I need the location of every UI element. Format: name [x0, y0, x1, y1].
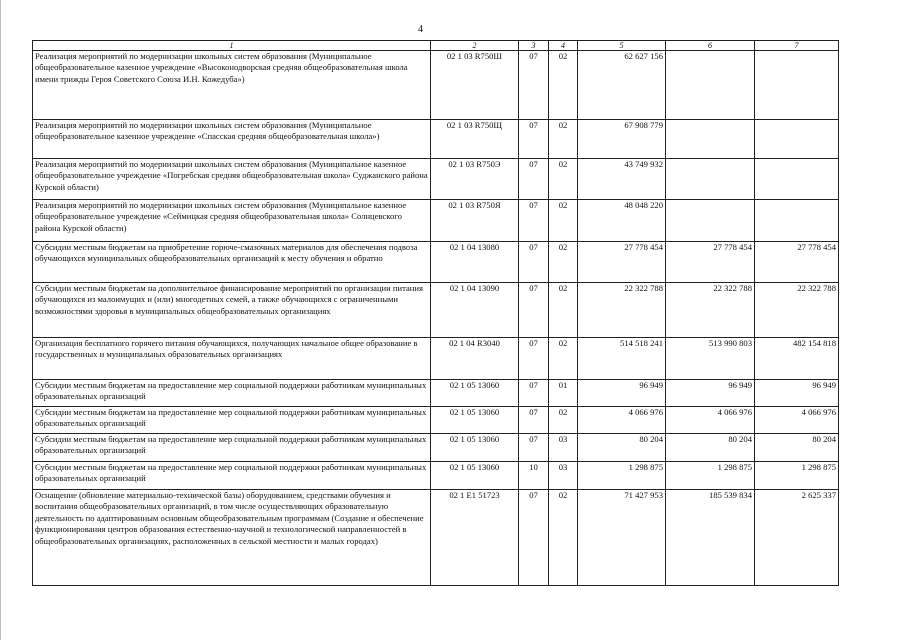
row-value-7: 2 625 337: [755, 490, 839, 586]
row-section: 07: [519, 51, 549, 120]
row-value-6: 22 322 788: [666, 283, 755, 338]
row-code: 02 1 05 13060: [431, 380, 519, 407]
budget-table: [32, 40, 839, 586]
row-value-6: [666, 200, 755, 242]
table-row: [33, 407, 839, 434]
row-value-5: 71 427 953: [578, 490, 666, 586]
row-subsection: 02: [549, 338, 578, 380]
row-value-6: 96 949: [666, 380, 755, 407]
row-code: 02 1 E1 51723: [431, 490, 519, 586]
row-code: 02 1 03 R750Я: [431, 200, 519, 242]
col-header-4: 4: [549, 41, 578, 51]
row-code: 02 1 05 13060: [431, 407, 519, 434]
row-value-7: [755, 120, 839, 159]
row-subsection: 03: [549, 434, 578, 462]
row-section: 07: [519, 242, 549, 283]
row-value-5: 43 749 932: [578, 159, 666, 200]
row-code: 02 1 05 13060: [431, 434, 519, 462]
row-subsection: 02: [549, 407, 578, 434]
row-name: Субсидии местным бюджетам на приобретение горюче-смазочных материалов для обеспечения подвоза обучающихся муниципальных общеобразовательных организаций к месту обучения и обратно: [33, 242, 431, 283]
row-section: 07: [519, 434, 549, 462]
row-value-7: 1 298 875: [755, 462, 839, 490]
row-value-7: 4 066 976: [755, 407, 839, 434]
table-row: [33, 242, 839, 283]
table-row: [33, 462, 839, 490]
table-row: [33, 283, 839, 338]
row-code: 02 1 03 R750Ш: [431, 51, 519, 120]
table-row: [33, 490, 839, 586]
row-value-5: 4 066 976: [578, 407, 666, 434]
row-value-5: 1 298 875: [578, 462, 666, 490]
table-row: [33, 338, 839, 380]
row-value-6: 80 204: [666, 434, 755, 462]
row-value-5: 514 518 241: [578, 338, 666, 380]
row-subsection: 02: [549, 159, 578, 200]
row-section: 07: [519, 490, 549, 586]
row-name: Организация бесплатного горячего питания обучающихся, получающих начальное общее образование в государственных и муниципальных образовательных организациях: [33, 338, 431, 380]
row-code: 02 1 04 13080: [431, 242, 519, 283]
row-subsection: 02: [549, 242, 578, 283]
row-name: Субсидии местным бюджетам на предоставление мер социальной поддержки работникам муниципальных образовательных организаций: [33, 380, 431, 407]
row-subsection: 02: [549, 51, 578, 120]
col-header-7: 7: [755, 41, 839, 51]
col-header-3: 3: [519, 41, 549, 51]
table-row: [33, 434, 839, 462]
row-value-7: [755, 51, 839, 120]
row-name: Реализация мероприятий по модернизации школьных систем образования (Муниципальное общеобразовательное казенное учреждение «Высоконодворская средняя общеобразовательная школа имени трижды Героя Советского Союза И.Н. Кожедуба»): [33, 51, 431, 120]
table-row: [33, 380, 839, 407]
col-header-1: 1: [33, 41, 431, 51]
row-value-7: [755, 159, 839, 200]
row-code: 02 1 03 R750Э: [431, 159, 519, 200]
row-subsection: 02: [549, 490, 578, 586]
row-section: 07: [519, 159, 549, 200]
row-code: 02 1 04 R3040: [431, 338, 519, 380]
row-code: 02 1 04 13090: [431, 283, 519, 338]
row-value-6: 513 990 803: [666, 338, 755, 380]
header-row: [33, 41, 839, 51]
row-name: Реализация мероприятий по модернизации школьных систем образования (Муниципальное казенное общеобразовательное учреждение «Погребская средняя общеобразовательная школа» Суджанского района Курской области): [33, 159, 431, 200]
row-section: 07: [519, 407, 549, 434]
row-section: 10: [519, 462, 549, 490]
row-value-6: [666, 120, 755, 159]
row-value-5: 96 949: [578, 380, 666, 407]
row-subsection: 02: [549, 200, 578, 242]
row-section: 07: [519, 380, 549, 407]
row-name: Оснащение (обновление материально-технической базы) оборудованием, средствами обучения и воспитания общеобразовательных организаций, в том числе осуществляющих образовательную деятельность по адаптированным основным общеобразовательным программам (Создание и обеспечение функционирования центров образования естественно-научной и технологической направленностей в общеобразовательных организациях, расположенных в сельской местности и малых городах): [33, 490, 431, 586]
row-subsection: 02: [549, 120, 578, 159]
row-section: 07: [519, 200, 549, 242]
row-code: 02 1 03 R750Щ: [431, 120, 519, 159]
row-value-5: 67 908 779: [578, 120, 666, 159]
row-subsection: 03: [549, 462, 578, 490]
row-name: Субсидии местным бюджетам на предоставление мер социальной поддержки работникам муниципальных образовательных организаций: [33, 434, 431, 462]
table-row: [33, 51, 839, 120]
row-value-6: 185 539 834: [666, 490, 755, 586]
row-section: 07: [519, 283, 549, 338]
row-value-6: 1 298 875: [666, 462, 755, 490]
row-value-6: [666, 159, 755, 200]
col-header-2: 2: [431, 41, 519, 51]
row-section: 07: [519, 120, 549, 159]
page-number: 4: [418, 24, 423, 35]
scan-edge: [0, 0, 1, 640]
row-value-6: 4 066 976: [666, 407, 755, 434]
row-subsection: 02: [549, 283, 578, 338]
row-value-5: 48 048 220: [578, 200, 666, 242]
row-section: 07: [519, 338, 549, 380]
row-name: Субсидии местным бюджетам на дополнительное финансирование мероприятий по организации питания обучающихся из малоимущих и (или) многодетных семей, а также обучающихся с ограниченными возможностями здоровья в муниципальных общеобразовательных организациях: [33, 283, 431, 338]
row-value-7: 22 322 788: [755, 283, 839, 338]
row-value-7: [755, 200, 839, 242]
col-header-5: 5: [578, 41, 666, 51]
row-value-7: 482 154 818: [755, 338, 839, 380]
row-value-7: 96 949: [755, 380, 839, 407]
table-row: [33, 159, 839, 200]
table-row: [33, 200, 839, 242]
row-code: 02 1 05 13060: [431, 462, 519, 490]
row-subsection: 01: [549, 380, 578, 407]
row-value-6: 27 778 454: [666, 242, 755, 283]
row-name: Реализация мероприятий по модернизации школьных систем образования (Муниципальное казенное общеобразовательное учреждение «Сеймицкая средняя общеобразовательная школа» Солнцевского района Курской области): [33, 200, 431, 242]
row-value-5: 22 322 788: [578, 283, 666, 338]
row-name: Реализация мероприятий по модернизации школьных систем образования (Муниципальное общеобразовательное казенное учреждение «Спасская средняя общеобразовательная школа»): [33, 120, 431, 159]
row-value-6: [666, 51, 755, 120]
col-header-6: 6: [666, 41, 755, 51]
table-row: [33, 120, 839, 159]
row-name: Субсидии местным бюджетам на предоставление мер социальной поддержки работникам муниципальных образовательных организаций: [33, 407, 431, 434]
row-value-5: 27 778 454: [578, 242, 666, 283]
row-name: Субсидии местным бюджетам на предоставление мер социальной поддержки работникам муниципальных образовательных организаций: [33, 462, 431, 490]
row-value-7: 27 778 454: [755, 242, 839, 283]
row-value-5: 62 627 156: [578, 51, 666, 120]
row-value-5: 80 204: [578, 434, 666, 462]
row-value-7: 80 204: [755, 434, 839, 462]
